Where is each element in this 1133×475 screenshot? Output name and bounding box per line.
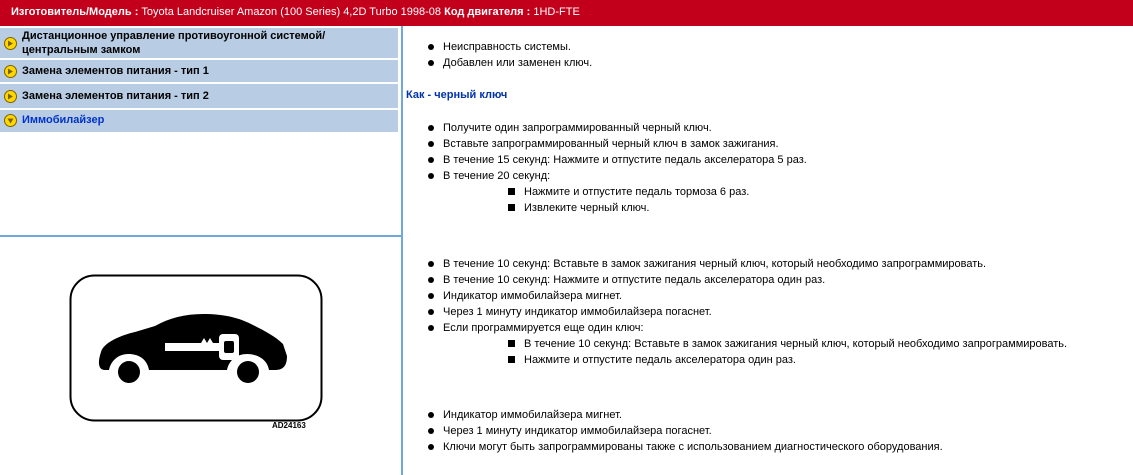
list-item: Вставьте запрограммированный черный ключ в замок зажигания. xyxy=(443,138,779,150)
sub-list-item: В течение 10 секунд: Вставьте в замок зажигания черный ключ, который необходимо запрограммировать. xyxy=(524,338,1068,350)
list-item: Если программируется еще один ключ: xyxy=(443,322,644,334)
nav-item-label: Замена элементов питания - тип 1 xyxy=(22,65,209,77)
section-heading: Как - черный ключ xyxy=(406,89,508,101)
figure-caption: AD24163 xyxy=(272,421,306,430)
list-item: Через 1 минуту индикатор иммобилайзера погаснет. xyxy=(443,306,712,318)
nav-item-immobilizer[interactable] xyxy=(0,110,398,132)
model-label: Изготовитель/Модель : xyxy=(11,6,139,18)
content-panel xyxy=(403,26,1133,475)
list-item: В течение 10 секунд: Нажмите и отпустите педаль акселератора один раз. xyxy=(443,274,826,286)
arrow-right-icon xyxy=(4,90,17,103)
immobilizer-car-key-icon xyxy=(69,274,323,422)
nav-item-label: Дистанционное управление противоугонной системой/центральным замком xyxy=(22,30,326,56)
list-item: В течение 20 секунд: xyxy=(443,170,551,182)
list-item: Добавлен или заменен ключ. xyxy=(443,57,593,69)
list-item: Неисправность системы. xyxy=(443,41,571,53)
nav-item-label: Иммобилайзер xyxy=(22,114,105,126)
arrow-right-icon xyxy=(4,65,17,78)
header-bar xyxy=(0,0,1133,26)
list-item: В течение 15 секунд: Нажмите и отпустите педаль акселератора 5 раз. xyxy=(443,154,807,166)
list-item: В течение 10 секунд: Вставьте в замок зажигания черный ключ, который необходимо запрограммировать. xyxy=(443,258,987,270)
panel-divider xyxy=(0,235,401,237)
arrow-down-icon xyxy=(4,114,17,127)
nav-item-label: Замена элементов питания - тип 2 xyxy=(22,90,209,102)
list-item: Индикатор иммобилайзера мигнет. xyxy=(443,290,622,302)
nav-item-remote-control[interactable] xyxy=(0,28,398,58)
model-value: Toyota Landcruiser Amazon (100 Series) 4,2D Turbo 1998-08 xyxy=(141,6,442,18)
sub-list-item: Нажмите и отпустите педаль тормоза 6 раз. xyxy=(524,186,750,198)
list-item: Через 1 минуту индикатор иммобилайзера погаснет. xyxy=(443,425,712,437)
list-item: Ключи могут быть запрограммированы также с использованием диагностического оборудования. xyxy=(443,441,943,453)
nav-item-battery-type-2[interactable] xyxy=(0,84,398,108)
sub-list-item: Извлеките черный ключ. xyxy=(524,202,650,214)
nav-item-battery-type-1[interactable] xyxy=(0,60,398,82)
list-item: Получите один запрограммированный черный ключ. xyxy=(443,122,712,134)
sub-list-item: Нажмите и отпустите педаль акселератора один раз. xyxy=(524,354,796,366)
engine-label: Код двигателя : xyxy=(444,6,531,18)
arrow-right-icon xyxy=(4,37,17,50)
engine-value: 1HD-FTE xyxy=(533,6,580,18)
list-item: Индикатор иммобилайзера мигнет. xyxy=(443,409,622,421)
